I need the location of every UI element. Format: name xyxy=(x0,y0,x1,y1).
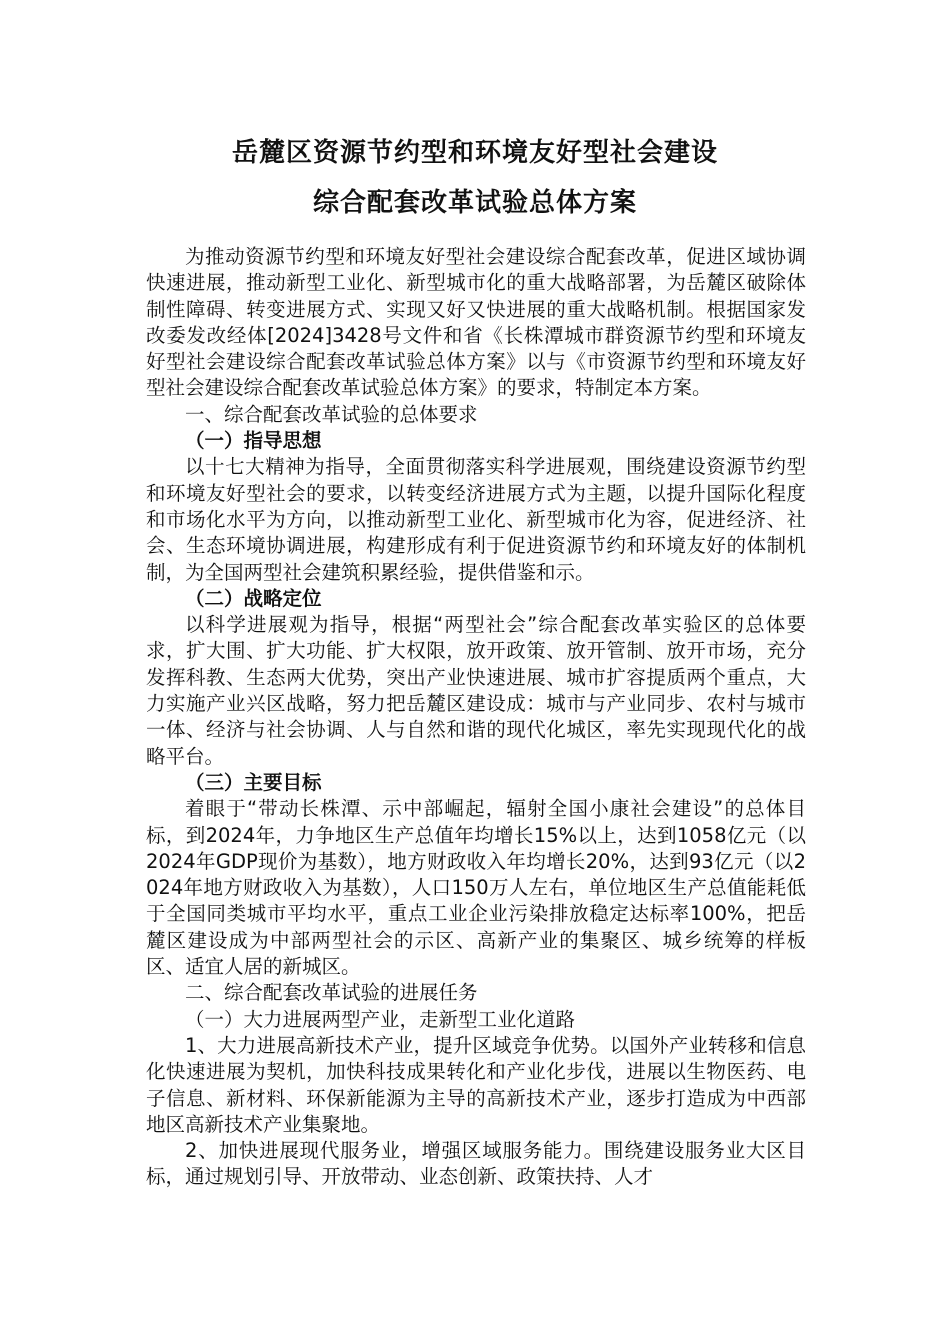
document-title-line-2: 综合配套改革试验总体方案 xyxy=(312,188,637,218)
subheading-strategic-positioning: （二）战略定位 xyxy=(185,586,322,610)
paragraph-high-tech: 1、大力进展高新技术产业，提升区域竞争优势。以国外产业转移和信息化快速进展为契机，加快科技成果转化和产业化步伐，进展以生物医药、电子信息、新材料、环保新能源为主导的高新技术产业，逐步打造成为中西部地区高新技术产业集聚地。 xyxy=(146,1033,806,1136)
subheading-two-type-industry: （一）大力进展两型产业，走新型工业化道路 xyxy=(185,1007,576,1031)
paragraph-main-goals: 着眼于“带动长株潭、示中部崛起，辐射全国小康社会建设”的总体目标，到2024年，力争地区生产总值年均增长15%以上，达到1058亿元（以2024年GDP现价为基数），地方财政收入年均增长20%，达到93亿元（以2024年地方财政收入为基数），人口150万人左右，单位地区生产总值能耗低于全国同类城市平均水平，重点工业企业污染排放稳定达标率100%，把岳麓区建设成为中部两型社会的示区、高新产业的集聚区、城乡统筹的样板区、适宜人居的新城区。 xyxy=(146,797,806,979)
document-body xyxy=(146,244,806,1191)
paragraph-guiding-thought: 以十七大精神为指导，全面贯彻落实科学进展观，围绕建设资源节约型和环境友好型社会的要求，以转变经济进展方式为主题，以提升国际化程度和市场化水平为方向，以推动新型工业化、新型城市化为容，促进经济、社会、生态环境协调进展，构建形成有利于促进资源节约和环境友好的体制机制，为全国两型社会建筑积累经验，提供借鉴和示。 xyxy=(146,455,806,584)
subheading-guiding-thought: （一）指导思想 xyxy=(185,429,322,453)
section-heading-1: 一、综合配套改革试验的总体要求 xyxy=(185,402,478,426)
paragraph-strategic-positioning: 以科学进展观为指导，根据“两型社会”综合配套改革实验区的总体要求，扩大围、扩大功能、扩大权限，放开政策、放开管制、放开市场，充分发挥科教、生态两大优势，突出产业快速进展、城市扩容提质两个重点，大力实施产业兴区战略，努力把岳麓区建设成：城市与产业同步、农村与城市一体、经济与社会协调、人与自然和谐的现代化城区，率先实现现代化的战略平台。 xyxy=(146,613,806,768)
section-heading-2: 二、综合配套改革试验的进展任务 xyxy=(185,981,478,1005)
document-title-line-1: 岳麓区资源节约型和环境友好型社会建设 xyxy=(231,138,718,168)
subheading-main-goals: （三）主要目标 xyxy=(185,770,322,794)
intro-paragraph: 为推动资源节约型和环境友好型社会建设综合配套改革，促进区域协调快速进展，推动新型工业化、新型城市化的重大战略部署，为岳麓区破除体制性障碍、转变进展方式、实现又好又快进展的重大战略机制。根据国家发改委发改经体[2024]3428号文件和省《长株潭城市群资源节约型和环境友好型社会建设综合配套改革试验总体方案》以与《市资源节约型和环境友好型社会建设综合配套改革试验总体方案》的要求，特制定本方案。 xyxy=(146,245,806,400)
paragraph-modern-services: 2、加快进展现代服务业，增强区域服务能力。围绕建设服务业大区目标，通过规划引导、开放带动、业态创新、政策扶持、人才 xyxy=(146,1139,806,1189)
